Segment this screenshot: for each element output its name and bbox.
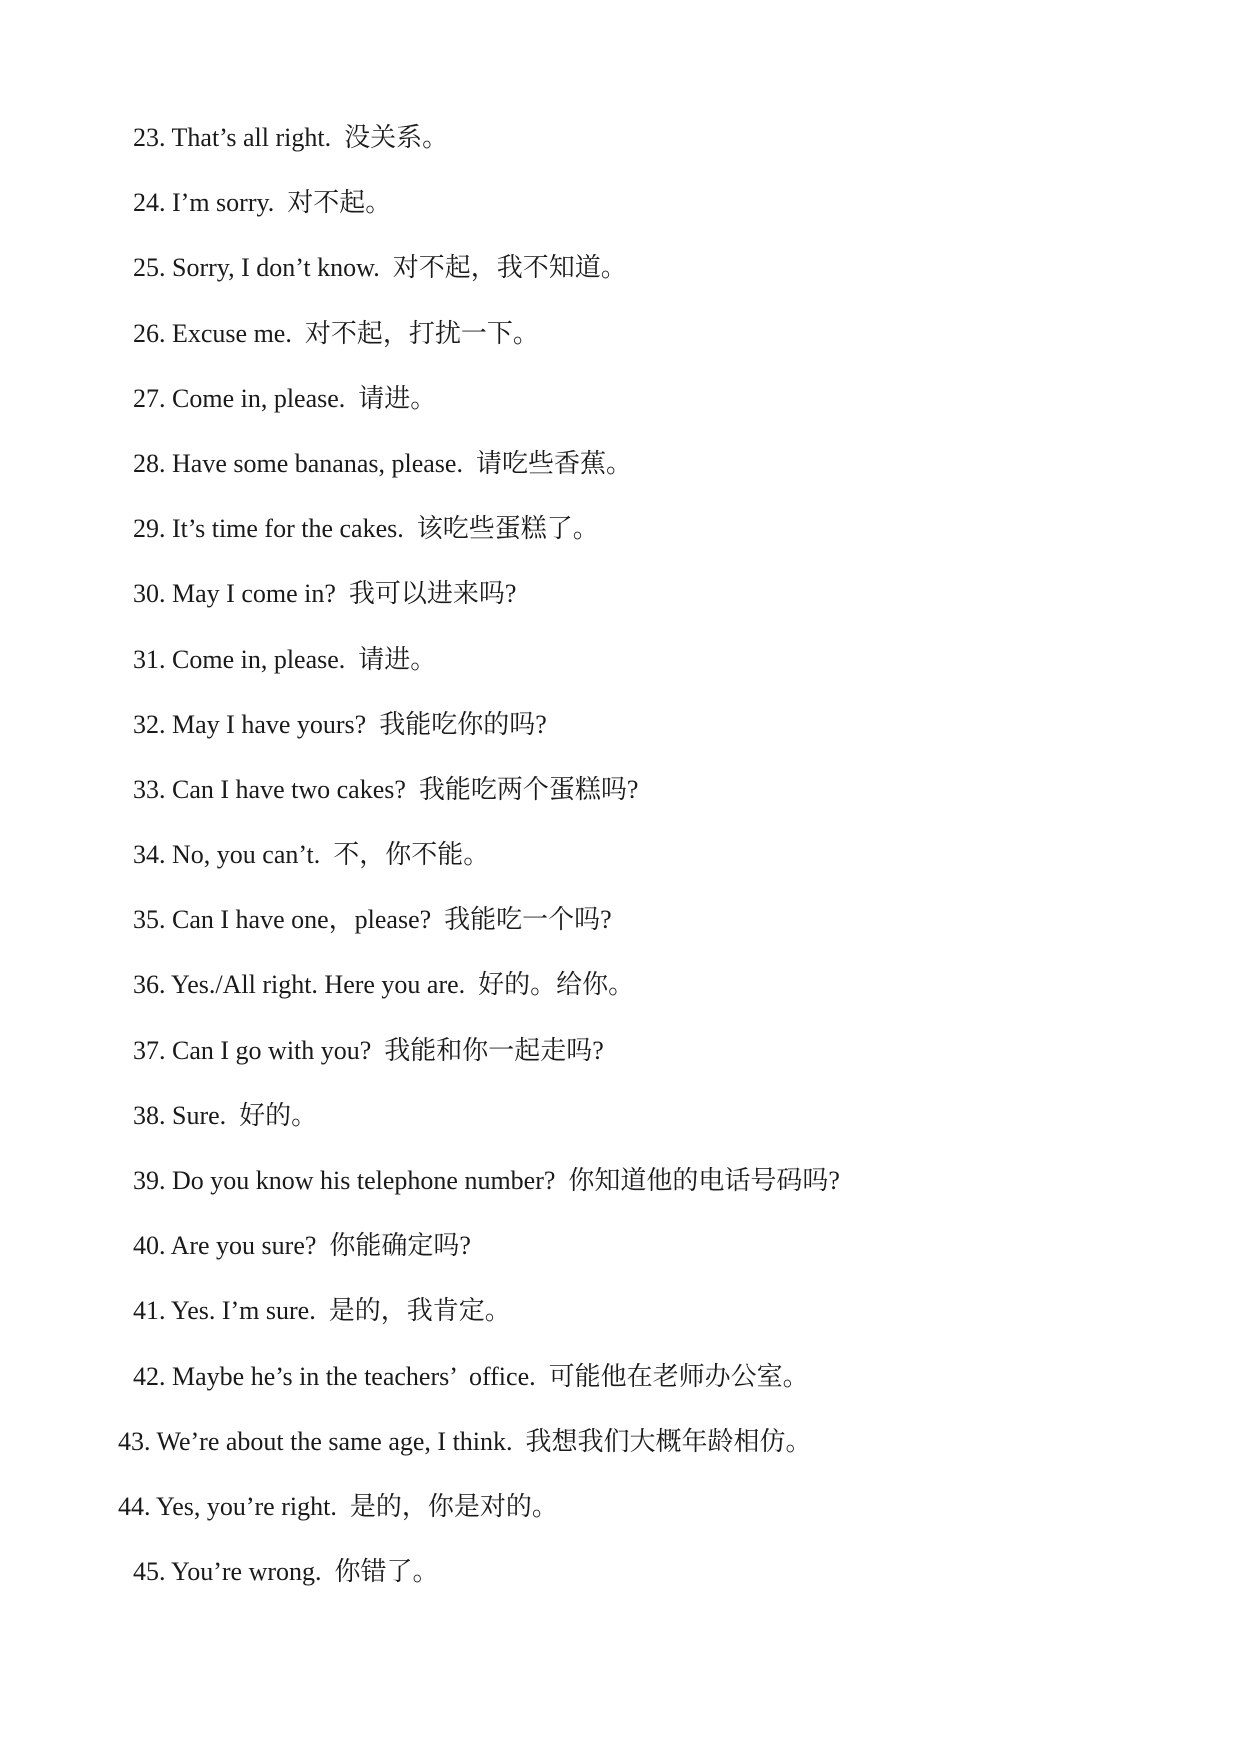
phrase-line: 37. Can I go with you? 我能和你一起走吗? — [133, 1035, 604, 1065]
phrase-line: 45. You’re wrong. 你错了。 — [133, 1557, 439, 1587]
phrase-line: 28. Have some bananas, please. 请吃些香蕉。 — [133, 448, 632, 478]
phrase-line: 44. Yes, you’re right. 是的，你是对的。 — [118, 1491, 558, 1521]
phrase-line: 33. Can I have two cakes? 我能吃两个蛋糕吗? — [133, 774, 639, 804]
phrase-line: 41. Yes. I’m sure. 是的，我肯定。 — [133, 1296, 511, 1326]
phrase-list — [0, 122, 1241, 1621]
phrase-line: 42. Maybe he’s in the teachers’ office. 可能他在老师办公室。 — [133, 1361, 809, 1391]
phrase-line: 43. We’re about the same age, I think. 我想我们大概年龄相仿。 — [118, 1426, 812, 1456]
phrase-line: 25. Sorry, I don’t know. 对不起，我不知道。 — [133, 253, 627, 283]
phrase-line: 26. Excuse me. 对不起，打扰一下。 — [133, 318, 539, 348]
phrase-line: 30. May I come in? 我可以进来吗? — [133, 579, 517, 609]
phrase-line: 31. Come in, please. 请进。 — [133, 644, 437, 674]
phrase-line: 39. Do you know his telephone number? 你知道他的电话号码吗? — [133, 1166, 840, 1195]
phrase-line: 34. No, you can’t. 不，你不能。 — [133, 840, 490, 870]
phrase-line: 24. I’m sorry. 对不起。 — [133, 188, 392, 218]
phrase-line: 38. Sure. 好的。 — [133, 1100, 318, 1130]
phrase-line: 40. Are you sure? 你能确定吗? — [133, 1231, 471, 1261]
phrase-line: 23. That’s all right. 没关系。 — [133, 123, 449, 152]
phrase-line: 29. It’s time for the cakes. 该吃些蛋糕了。 — [133, 514, 599, 544]
phrase-line: 32. May I have yours? 我能吃你的吗? — [133, 709, 547, 739]
phrase-line: 36. Yes./All right. Here you are. 好的。给你。 — [133, 970, 635, 1000]
phrase-line: 27. Come in, please. 请进。 — [133, 383, 437, 413]
phrase-line: 35. Can I have one，please? 我能吃一个吗? — [133, 905, 612, 935]
